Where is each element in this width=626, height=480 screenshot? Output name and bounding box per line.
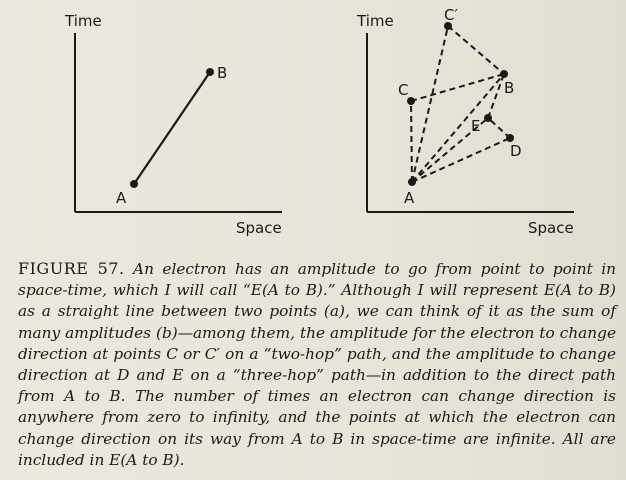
- point-b: [500, 70, 508, 78]
- path-direct-a-b: [412, 74, 504, 182]
- point-a: [130, 180, 138, 188]
- path-c-b: [411, 74, 504, 101]
- label-c-prime: C′: [444, 6, 458, 24]
- space-axis-label: Space: [528, 219, 574, 237]
- path-a-c: [411, 101, 412, 182]
- path-a-d: [412, 138, 510, 182]
- label-c: C: [398, 81, 409, 99]
- point-a: [408, 178, 416, 186]
- label-b: B: [504, 79, 515, 97]
- label-d: D: [510, 142, 522, 160]
- time-axis-label: Time: [357, 12, 394, 30]
- label-b: B: [217, 64, 228, 82]
- panel-a: [64, 12, 282, 237]
- time-axis-label: Time: [65, 12, 102, 30]
- caption-text: An electron has an amplitude to go from point to point in space-time, which I will call “E(A to B).” Although I will represent E(A to B) as a straight line between two points (a), we can think of it as the sum of many amplitudes (b)—among them, the amplitude for the electron to change direction at points C or C′ on a “two-hop” path, and the amplitude to change direction at D and E on a “three-hop” path—in addition to the direct path from A to B. The number of times an electron can change direction is anywhere from zero to infinity, and the points at which the electron can change direction on its way from A to B in space-time are infinite. All are included in E(A to B).: [18, 260, 616, 469]
- space-axis-label: Space: [236, 219, 282, 237]
- point-e: [484, 114, 492, 122]
- label-a: A: [404, 189, 415, 207]
- path-a-to-b: [134, 72, 210, 184]
- label-a: A: [116, 189, 127, 207]
- path-e-b: [488, 74, 504, 118]
- figure-number: FIGURE 57.: [18, 259, 125, 278]
- path-cprime-b: [448, 26, 504, 74]
- path-d-e: [488, 118, 510, 138]
- path-a-cprime: [412, 26, 448, 182]
- label-e: E: [471, 117, 481, 135]
- point-d: [506, 134, 514, 142]
- point-b: [206, 68, 214, 76]
- panel-b: [356, 6, 574, 237]
- figure-caption: [18, 258, 616, 471]
